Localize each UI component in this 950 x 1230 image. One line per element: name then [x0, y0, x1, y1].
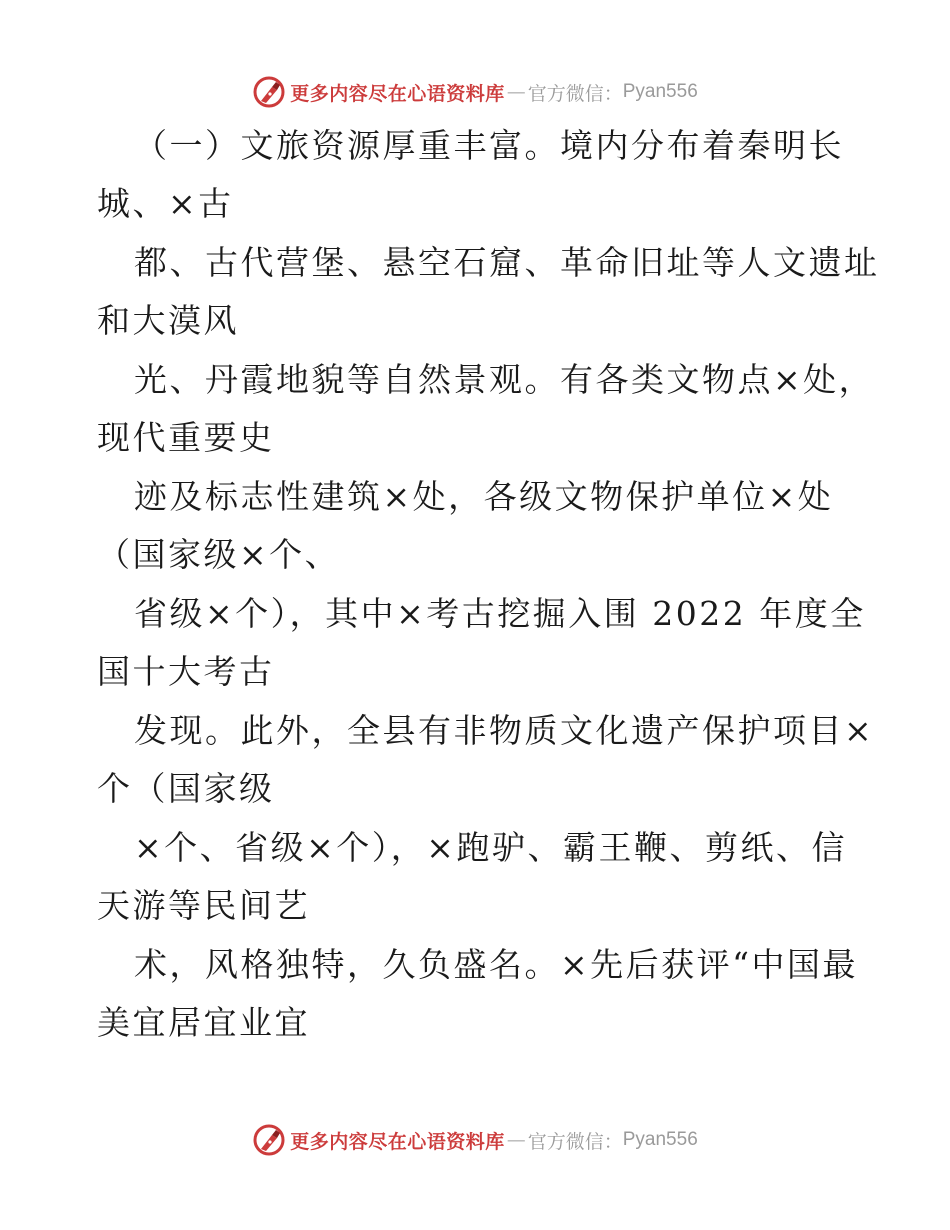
- paragraph-line: 和大漠风: [97, 301, 239, 340]
- paragraph-line: 个（国家级: [97, 769, 275, 808]
- watermark-wechat-id: Pyan556: [622, 1129, 698, 1150]
- paragraph-line: 国十大考古: [97, 652, 275, 691]
- footer-watermark: [0, 1120, 950, 1160]
- header-watermark: [0, 72, 950, 112]
- paragraph-line: （国家级×个、: [97, 535, 341, 574]
- paragraph-line: 省级×个），其中×考古挖掘入围 2022 年度全: [134, 594, 866, 633]
- paragraph-line: 术，风格独特，久负盛名。×先后获评“中国最: [134, 945, 859, 984]
- paragraph-line: 光、丹霞地貌等自然景观。有各类文物点×处，: [134, 360, 875, 399]
- watermark-wechat-id: Pyan556: [622, 81, 698, 102]
- paragraph-line: 天游等民间艺: [97, 886, 310, 925]
- paragraph-line: 迹及标志性建筑×处，各级文物保护单位×处: [134, 477, 834, 516]
- watermark-wechat-label: 官方微信：: [527, 1130, 623, 1153]
- paragraph-line: 都、古代营堡、悬空石窟、革命旧址等人文遗址: [134, 243, 880, 282]
- paragraph-line: （一）文旅资源厚重丰富。境内分布着秦明长: [134, 126, 844, 165]
- paragraph-line: 发现。此外，全县有非物质文化遗产保护项目×: [134, 711, 875, 750]
- paragraph-line: ×个、省级×个），×跑驴、霸王鞭、剪纸、信: [134, 828, 847, 867]
- watermark-separator: —: [506, 1129, 526, 1151]
- watermark-wechat-label: 官方微信：: [527, 82, 623, 105]
- pen-nib-logo-icon: [252, 1123, 286, 1157]
- watermark-brand-text: 更多内容尽在心语资料库: [290, 1130, 505, 1153]
- paragraph-line: 城、×古: [97, 184, 234, 223]
- watermark-brand-text: 更多内容尽在心语资料库: [290, 82, 505, 105]
- paragraph-line: 美宜居宜业宜: [97, 1003, 310, 1042]
- pen-nib-logo-icon: [252, 75, 286, 109]
- paragraph-line: 现代重要史: [97, 418, 275, 457]
- watermark-separator: —: [506, 81, 526, 103]
